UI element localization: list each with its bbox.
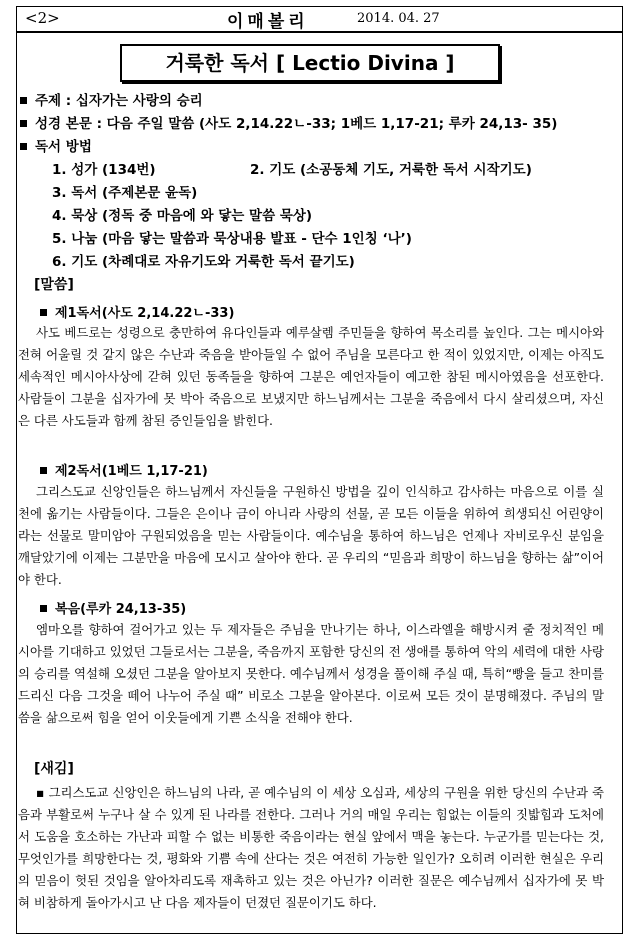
step-5: 5. 나눔 (마음 닿는 말씀과 묵상내용 발표 - 단수 1인칭 ‘나’) — [52, 231, 412, 247]
reflection-label: [새김] — [34, 761, 74, 777]
theme: 주제 : 십자가는 사랑의 승리 — [35, 93, 203, 109]
step-6: 6. 기도 (차례대로 자유기도와 거룩한 독서 끝기도) — [52, 254, 355, 270]
reflection-text: ▪ 그리스도교 신앙인은 하느님의 나라, 곧 예수님의 이 세상 오심과, 세상의 구원을 위한 당신의 수난과 죽음과 부활로써 누구나 살 수 있게 된 나라를 전한다. 그러나 거의 매일 우리는 힘없는 이들의 짓밟힘과 도처에서 도움을 호소하는 가난과 피할 수 없는 비통한 죽음이라는 현실 앞에서 맥을 놓는다. 누군가를 믿는다는 것, 무엇인가를 희망한다는 것, 평화와 기쁨 속에 산다는 것은 여전히 가능한 일인가? 오히려 이러한 현실은 우리의 믿음이 헛된 것임을 알아차리도록 재촉하고 있는 것은 아닌가? 이러한 질문은 예수님께서 십자가에 못 박혀 비참하게 돌아가시고 난 다음 제자들이 던졌던 질문이기도 하다. — [18, 785, 604, 910]
reading-2-text: 그리스도교 신앙인들은 하느님께서 자신들을 구원하신 방법을 깊이 인식하고 감사하는 마음으로 이를 실천에 옮기는 사람들이다. 그들은 은이나 금이 아니라 사랑의 선물, 곧 모든 이들을 위하여 희생되신 어린양이라는 선물로 말미암아 구원되었음을 믿는 사람들이다. 예수님을 통하여 하느님은 언제나 자비로우신 분임을 깨달았기에 이제는 그분만을 마음에 모시고 살아야 한다. 곧 우리의 “믿음과 희망이 하느님을 향하는 삶”이어야 한다. — [18, 484, 604, 587]
reading-1-ref: 제1독서(사도 2,14.22ㄴ-33) — [55, 306, 235, 321]
steps-row-1 — [18, 159, 598, 182]
gospel-ref: 복음(루카 24,13-35) — [55, 602, 187, 617]
square-bullet-icon — [40, 309, 47, 316]
square-bullet-icon — [40, 467, 47, 474]
scripture-row — [18, 113, 598, 136]
gospel-text: 엠마오를 향하여 걸어가고 있는 두 제자들은 주님을 만나기는 하나, 이스라엘을 해방시켜 줄 정치적인 메시아를 기대하고 있었던 그들로서는 그분을, 죽음까지 포함한 당신의 전 생애를 통하여 악의 세력에 대한 사랑의 승리를 역설해 오셨던 그분을 알아보지 못한다. 예수님께서 성경을 풀이해 주실 때, 특히“빵을 들고 찬미를 드리신 다음 그것을 떼어 나누어 주실 때” 비로소 그분을 알아본다. 이로써 모든 것이 분명해졌다. 주님의 말씀을 삶으로써 힘을 얻어 이웃들에게 기쁜 소식을 전해야 한다. — [18, 622, 604, 725]
page-title: 거룩한 독서 [ Lectio Divina ] — [120, 44, 500, 82]
reading-2-ref: 제2독서(1베드 1,17-21) — [55, 464, 208, 479]
step-4: 4. 묵상 (정독 중 마음에 와 닿는 말씀 묵상) — [52, 208, 313, 224]
reading-1-title — [38, 302, 234, 321]
square-bullet-icon — [20, 143, 27, 150]
page-header — [17, 7, 622, 33]
bulletin-name: 이매볼리 — [227, 12, 309, 32]
reading-2-title — [38, 460, 208, 479]
step-3: 3. 독서 (주제본문 윤독) — [52, 185, 198, 201]
scripture: 성경 본문 : 다음 주일 말씀 (사도 2,14.22ㄴ-33; 1베드 1,17-21; 루카 24,13- 35) — [35, 116, 558, 132]
method-row — [18, 136, 598, 159]
gospel-title — [38, 598, 186, 617]
square-bullet-icon — [40, 605, 47, 612]
reading-1-text: 사도 베드로는 성령으로 충만하여 유다인들과 예루살렘 주민들을 향하여 목소리를 높인다. 그는 메시아와 전혀 어울릴 것 같지 않은 수난과 죽음을 받아들일 수 없어 주님을 모른다고 한 적이 있었지만, 이제는 아직도 세속적인 메시아사상에 갇혀 있던 동족들을 향하여 그분은 예언자들이 예고한 참된 메시아였음을 선포한다. 사람들이 그분을 십자가에 못 박아 죽음으로 보냈지만 하느님께서는 그분을 죽음에서 다시 살리셨으며, 자신은 다른 사도들과 함께 참된 증인들임을 밝힌다. — [18, 325, 604, 428]
outline — [18, 90, 598, 274]
word-section-label: [말씀] — [34, 277, 74, 293]
step-1: 1. 성가 (134번) — [52, 162, 156, 178]
method-label: 독서 방법 — [35, 139, 92, 155]
step-2: 2. 기도 (소공동체 기도, 거룩한 독서 시작기도) — [250, 162, 532, 178]
square-bullet-icon — [20, 97, 27, 104]
square-bullet-icon — [20, 120, 27, 127]
theme-row — [18, 90, 598, 113]
page-number: <2> — [25, 9, 60, 27]
issue-date: 2014. 04. 27 — [357, 11, 440, 26]
